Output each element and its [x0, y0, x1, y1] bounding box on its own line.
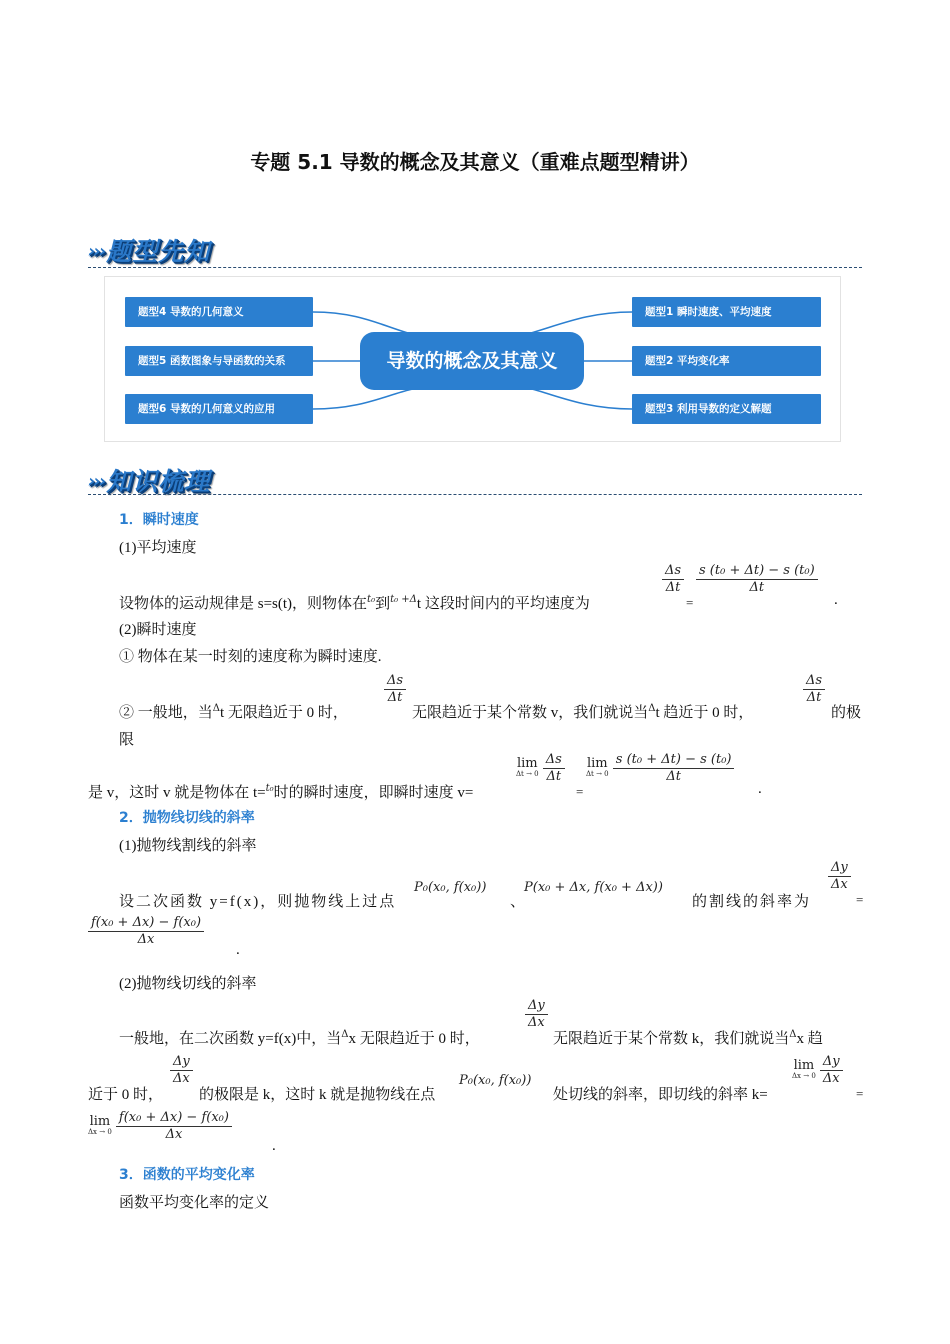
point-p0: P₀(x₀, f(x₀))	[459, 1073, 532, 1088]
paragraph-secant-a: 设二次函数 y=f(x)，则抛物线上过点	[119, 894, 397, 910]
paragraph-tangent-d: 处切线的斜率，即切线的斜率 k=	[553, 1087, 768, 1103]
paragraph-item-2-cont: 无限趋近于某个常数 v，我们就说当$^\Delta$t 趋近于 0 时，	[412, 703, 754, 721]
paragraph-tangent-c: 的极限是 k，这时 k 就是抛物线在点	[199, 1087, 436, 1103]
point-p: P(x₀ + Δx, f(x₀ + Δx))	[524, 880, 663, 895]
section-heading: 2．抛物线切线的斜率	[119, 810, 255, 826]
equals: =	[576, 784, 584, 799]
formula-avg-velocity: $\frac{\text{s (t₀ + Δt) − s (t₀)}}{\Delta t}$	[696, 563, 818, 596]
fraction-dy-dx: $\frac{\Delta y}{\Delta x}$	[170, 1054, 193, 1087]
mindmap-center-node: 导数的概念及其意义	[360, 332, 584, 390]
period: .	[272, 1138, 276, 1154]
paragraph-secant-b: 的割线的斜率为	[692, 894, 812, 910]
section-banner-preview	[88, 232, 210, 268]
banner-arrows-icon: ›››	[88, 471, 105, 492]
subheading: (1)平均速度	[119, 540, 197, 556]
paragraph-tangent-b: 无限趋近于某个常数 k，我们就说当$^\Delta$x 趋	[553, 1029, 823, 1047]
section-banner-knowledge	[88, 462, 210, 498]
paragraph-item-3: 是 v，这时 v 就是物体在 t=$^{t_0}$时的瞬时速度，即瞬时速度 v=	[88, 783, 474, 801]
divider	[88, 267, 862, 268]
period: .	[236, 942, 240, 958]
subheading: (2)抛物线切线的斜率	[119, 976, 257, 992]
equals: =	[686, 595, 694, 610]
fraction-ds-dt: $\frac{\Delta s}{\Delta t}$	[803, 673, 825, 706]
paragraph-tangent-a: 一般地，在二次函数 y=f(x)中，当$^\Delta$x 无限趋近于 0 时，	[119, 1029, 480, 1047]
mindmap-node-left-3: 题型6 导数的几何意义的应用	[125, 394, 313, 424]
limit-tangent-slope: lim Δx → 0 $\frac{\text{f(x₀ + Δx) − f(x₀)}}{\Delta x}$	[88, 1110, 232, 1143]
banner-arrows-icon: ›››	[88, 241, 105, 262]
text-fragment: 限	[119, 732, 135, 748]
section-heading: 1．瞬时速度	[119, 512, 199, 528]
fraction-dy-dx: $\frac{\Delta y}{\Delta x}$	[828, 860, 851, 893]
period: .	[834, 592, 838, 608]
limit-ds-dt: lim Δt → 0 $\frac{\Delta s}{\Delta t}$	[516, 752, 565, 785]
fraction-dy-dx: $\frac{\Delta y}{\Delta x}$	[525, 998, 548, 1031]
separator: 、	[510, 894, 526, 910]
banner-text: 题型先知	[106, 237, 211, 266]
subheading: (1)抛物线割线的斜率	[119, 838, 257, 854]
text-fragment: 的极	[831, 705, 862, 721]
point-p0: P₀(x₀, f(x₀))	[414, 880, 487, 895]
page-title: 专题 5.1 导数的概念及其意义（重难点题型精讲）	[250, 150, 700, 174]
fraction-ds-dt: $\frac{\Delta s}{\Delta t}$	[662, 563, 684, 596]
fraction-ds-dt: $\frac{\Delta s}{\Delta t}$	[384, 673, 406, 706]
mindmap-node-right-2: 题型2 平均变化率	[632, 346, 821, 376]
paragraph-item-1: ① 物体在某一时刻的速度称为瞬时速度.	[119, 649, 382, 665]
mindmap-node-left-1: 题型4 导数的几何意义	[125, 297, 313, 327]
mindmap-node-right-3: 题型3 利用导数的定义解题	[632, 394, 821, 424]
limit-dy-dx: lim Δx → 0 $\frac{\Delta y}{\Delta x}$	[792, 1054, 843, 1087]
paragraph-avg-velocity: 设物体的运动规律是 s=s(t)，则物体在$^{t_0}$到$^{t_0 +\Delta}$t 这段时间内的平均速度为	[119, 594, 590, 612]
paragraph-definition: 函数平均变化率的定义	[119, 1195, 270, 1211]
banner-text: 知识梳理	[106, 467, 211, 496]
mindmap-node-left-2: 题型5 函数图象与导函数的关系	[125, 346, 313, 376]
divider	[88, 494, 862, 495]
subheading: (2)瞬时速度	[119, 622, 197, 638]
equals: =	[856, 1086, 864, 1101]
period: .	[758, 781, 762, 797]
text-fragment: 近于 0 时，	[88, 1087, 164, 1103]
equals: =	[856, 892, 864, 907]
formula-secant-slope: $\frac{\text{f(x₀ + Δx) − f(x₀)}}{\Delta x}$	[88, 915, 204, 948]
paragraph-item-2: ② 一般地，当$^\Delta$t 无限趋近于 0 时，	[119, 703, 348, 721]
section-heading: 3．函数的平均变化率	[119, 1167, 255, 1183]
limit-inst-velocity: lim Δt → 0 $\frac{\text{s (t₀ + Δt) − s (t₀)}}{\Delta t}$	[586, 752, 734, 785]
mindmap-node-right-1: 题型1 瞬时速度、平均速度	[632, 297, 821, 327]
